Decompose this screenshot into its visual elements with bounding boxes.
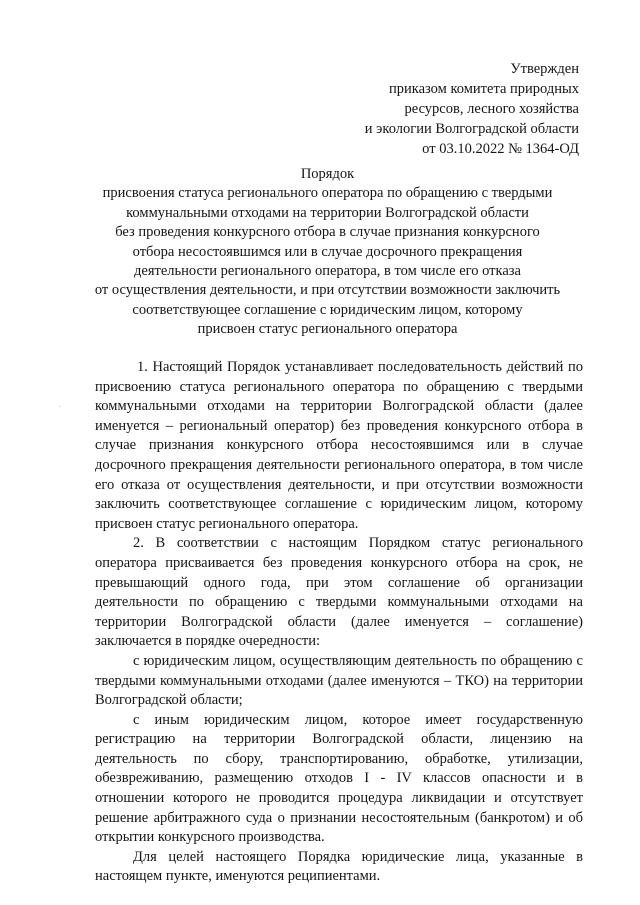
title-line: коммунальными отходами на территории Волгоградской области <box>126 204 529 221</box>
approval-stamp-block <box>365 59 579 159</box>
approval-line: приказом комитета природных <box>389 81 579 97</box>
title-line: присвоения статуса регионального оператора по обращению с твердыми <box>102 185 553 202</box>
title-heading: Порядок <box>300 166 355 182</box>
title-line: отбора несостоявшимся или в случае досрочного прекращения <box>132 243 523 260</box>
approval-line: от 03.10.2022 № 1364-ОД <box>422 141 579 157</box>
document-title <box>70 165 585 340</box>
paragraph-item-1: 1. Настоящий Порядок устанавливает последовательность действий по присвоению статуса регионального оператора по обращению с твердыми коммунальными отходами на территории Волгоградской области (далее именуется – региональный оператор) без проведения конкурсного отбора в случае признания конкурсного отбора несостоявшимся или в случае досрочного прекращения деятельности регионального оператора, в том числе его отказа от осуществления деятельности, и при отсутствии возможности заключить соответствующее соглашение с юридическим лицом, которому присвоен статус регионального оператора. <box>95 359 583 532</box>
paragraph-recipient-2: с иным юридическим лицом, которое имеет государственную регистрацию на территории Волгоградской области, лицензию на деятельность по сбору, транспортированию, обработке, утилизации, обезвреживанию, размещению отходов I - IV классов опасности и в отношении которого не проводится процедура ликвидации и отсутствует решение арбитражного суда о признании несостоятельным (банкротом) и об открытии конкурсного производства. <box>95 711 583 846</box>
approval-line: Утвержден <box>510 61 579 77</box>
paragraph-recipients-definition: Для целей настоящего Порядка юридические лица, указанные в настоящем пункте, именуются реципиентами. <box>95 848 583 885</box>
paragraph-recipient-1: с юридическим лицом, осуществляющим деятельность по обращению с твердыми коммунальными отходами (далее именуются – ТКО) на территории Волгоградской области; <box>95 652 583 709</box>
paragraph-item-2: 2. В соответствии с настоящим Порядком статус регионального оператора присваивается без проведения конкурсного отбора на срок, не превышающий одного года, при этом соглашение об организации деятельности по обращению с твердыми коммунальными отходами на территории Волгоградской области (далее именуется – соглашение) заключается в порядке очередности: <box>95 535 583 650</box>
title-line: без проведения конкурсного отбора в случае признания конкурсного <box>115 224 540 241</box>
title-line: деятельности регионального оператора, в том числе его отказа <box>134 263 521 280</box>
title-line: соответствующее соглашение с юридическим лицом, которому <box>132 301 523 318</box>
title-line: присвоен статус регионального оператора <box>197 321 458 338</box>
title-line: от осуществления деятельности, и при отсутствии возможности заключить <box>94 282 561 299</box>
approval-line: ресурсов, лесного хозяйства <box>404 101 579 117</box>
approval-line: и экологии Волгоградской области <box>364 121 579 137</box>
document-body <box>95 358 583 887</box>
scan-margin-mark: · <box>58 402 62 413</box>
